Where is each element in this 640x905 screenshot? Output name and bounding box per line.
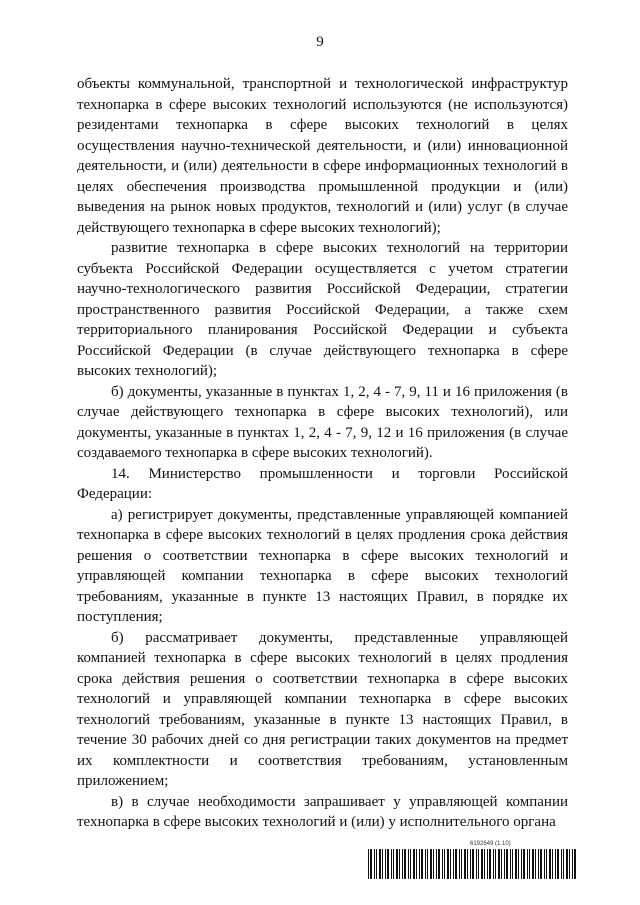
document-body: [77, 74, 568, 833]
paragraph: в) в случае необходимости запрашивает у управляющей компании технопарка в сфере высоких технологий и (или) у исполнительного органа: [77, 793, 568, 830]
paragraph: б) документы, указанные в пунктах 1, 2, 4 - 7, 9, 11 и 16 приложения (в случае действующего технопарка в сфере высоких технологий), или документы, указанные в пунктах 1, 2, 4 - 7, 9, 12 и 16 приложения (в случае создаваемого технопарка в сфере высоких технологий).: [77, 383, 568, 461]
paragraph: 14. Министерство промышленности и торговли Российской Федерации:: [77, 465, 568, 502]
paragraph: а) регистрирует документы, представленные управляющей компанией технопарка в сфере высоких технологий в целях продления срока действия решения о соответствии технопарка в сфере высоких технологий и управляющей компании технопарка в сфере высоких технологий требованиям, указанные в пункте 13 настоящих Правил, в порядке их поступления;: [77, 506, 568, 625]
document-code: 6192649 (1.10): [470, 841, 511, 847]
barcode-image: [368, 849, 580, 879]
paragraph: б) рассматривает документы, представленные управляющей компанией технопарка в сфере высоких технологий в целях продления срока действия решения о соответствии технопарка в сфере высоких технологий и управляющей компании технопарка в сфере высоких технологий требованиям, указанные в пункте 13 настоящих Правил, в течение 30 рабочих дней со дня регистрации таких документов на предмет их комплектности и соответствия требованиям, установленным приложением;: [77, 629, 568, 789]
paragraph: объекты коммунальной, транспортной и технологической инфраструктур технопарка в сфере высоких технологий используются (не используются) резидентами технопарка в сфере высоких технологий в целях осуществления научно-технической деятельности, и (или) инновационной деятельности, и (или) деятельности в сфере информационных технологий в целях обеспечения производства промышленной продукции и (или) выведения на рынок новых продуктов, технологий и (или) услуг (в случае действующего технопарка в сфере высоких технологий);: [77, 76, 568, 236]
paragraph: развитие технопарка в сфере высоких технологий на территории субъекта Российской Федерации осуществляется с учетом стратегии научно-технологического развития Российской Федерации, стратегии пространственного развития Российской Федерации, а также схем территориального планирования Российской Федерации и субъекта Российской Федерации (в случае действующего технопарка в сфере высоких технологий);: [77, 240, 568, 379]
page-number: 9: [316, 34, 324, 50]
